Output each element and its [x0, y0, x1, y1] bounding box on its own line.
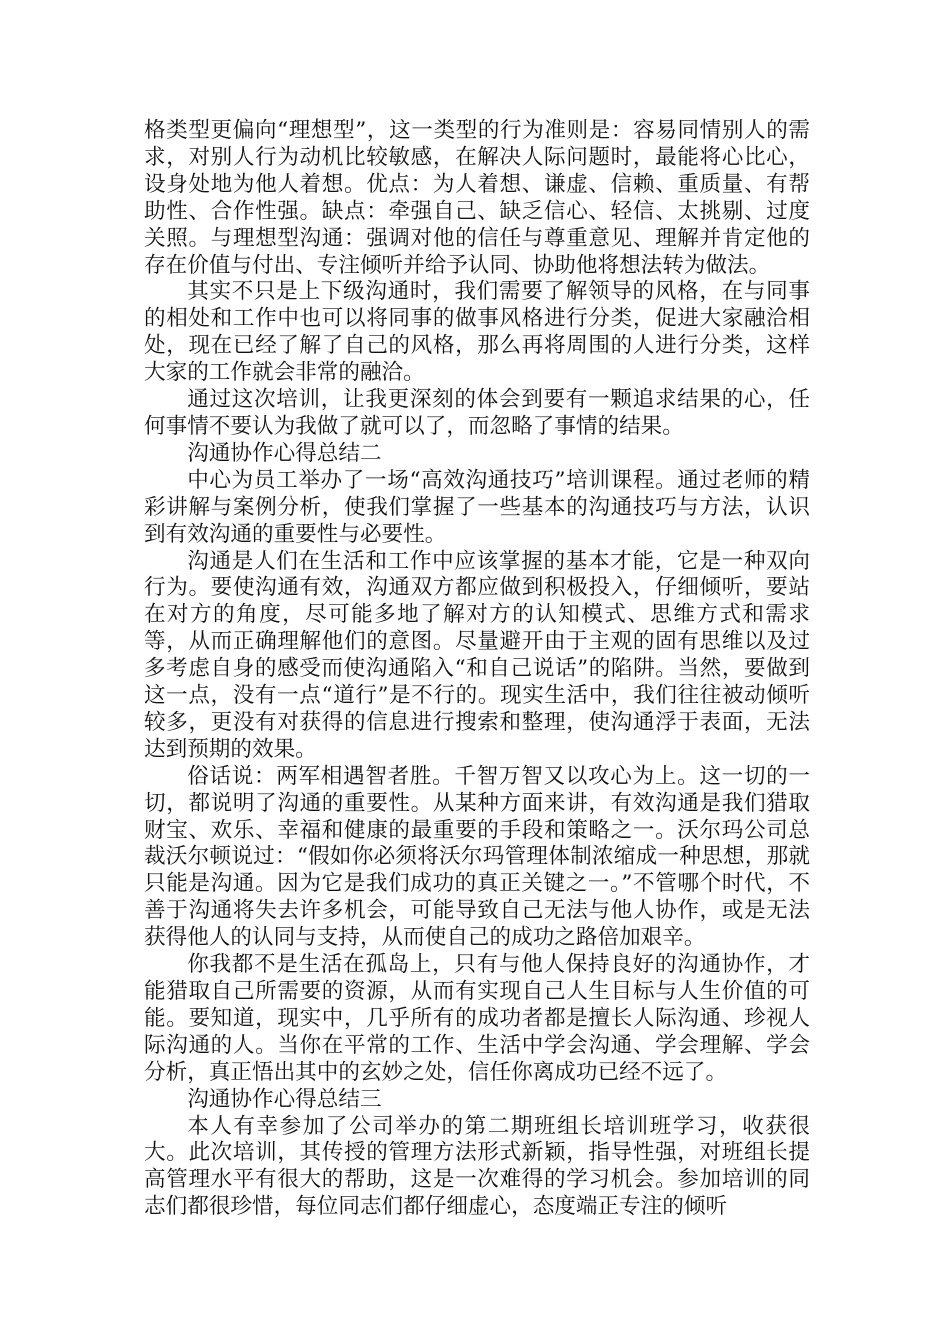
paragraph: 俗话说：两军相遇智者胜。千智万智又以攻心为上。这一切的一切，都说明了沟通的重要性。从某种方面来讲，有效沟通是我们猎取财宝、欢乐、幸福和健康的最重要的手段和策略之一。沃尔玛公司总裁沃尔顿说过：“假如你必须将沃尔玛管理体制浓缩成一种思想，那就只能是沟通。因为它是我们成功的真正关键之一。”不管哪个时代，不善于沟通将失去许多机会，可能导致自己无法与他人协作，或是无法获得他人的认同与支持，从而使自己的成功之路倍加艰辛。 [144, 763, 810, 951]
paragraph: 其实不只是上下级沟通时，我们需要了解领导的风格，在与同事的相处和工作中也可以将同事的做事风格进行分类，促进大家融洽相处，现在已经了解了自己的风格，那么再将周围的人进行分类，这样大家的工作就会非常的融洽。 [144, 279, 810, 386]
document-page [144, 118, 810, 1221]
paragraph: 通过这次培训，让我更深刻的体会到要有一颗追求结果的心，任何事情不要认为我做了就可以了，而忽略了事情的结果。 [144, 387, 810, 439]
section-heading: 沟通协作心得总结二 [187, 440, 382, 466]
paragraph: 本人有幸参加了公司举办的第二期班组长培训班学习，收获很大。此次培训，其传授的管理方法形式新颖，指导性强，对班组长提高管理水平有很大的帮助，这是一次难得的学习机会。参加培训的同志们都很珍惜，每位同志们都仔细虚心，态度端正专注的倾听 [144, 1113, 810, 1220]
paragraph: 你我都不是生活在孤岛上，只有与他人保持良好的沟通协作，才能猎取自己所需要的资源，从而有实现自己人生目标与人生价值的可能。要知道，现实中，几乎所有的成功者都是擅长人际沟通、珍视人际沟通的人。当你在平常的工作、生活中学会沟通、学会理解、学会分析，真正悟出其中的玄妙之处，信任你离成功已经不远了。 [144, 952, 810, 1085]
paragraph-continuation: 格类型更偏向“理想型”，这一类型的行为准则是：容易同情别人的需求，对别人行为动机比较敏感，在解决人际问题时，最能将心比心，设身处地为他人着想。优点：为人着想、谦虚、信赖、重质量、有帮助性、合作性强。缺点：牵强自己、缺乏信心、轻信、太挑剔、过度关照。与理想型沟通：强调对他的信任与尊重意见、理解并肯定他的存在价值与付出、专注倾听并给予认同、协助他将想法转为做法。 [144, 118, 810, 278]
paragraph: 中心为员工举办了一场“高效沟通技巧”培训课程。通过老师的精彩讲解与案例分析，使我们掌握了一些基本的沟通技巧与方法，认识到有效沟通的重要性与必要性。 [144, 467, 810, 547]
paragraph: 沟通是人们在生活和工作中应该掌握的基本才能，它是一种双向行为。要使沟通有效，沟通双方都应做到积极投入，仔细倾听，要站在对方的角度，尽可能多地了解对方的认知模式、思维方式和需求等，从而正确理解他们的意图。尽量避开由于主观的固有思维以及过多考虑自身的感受而使沟通陷入“和自己说话”的陷阱。当然，要做到这一点，没有一点“道行”是不行的。现实生活中，我们往往被动倾听较多，更没有对获得的信息进行搜索和整理，使沟通浮于表面，无法达到预期的效果。 [144, 548, 810, 762]
section-heading: 沟通协作心得总结三 [187, 1086, 382, 1112]
